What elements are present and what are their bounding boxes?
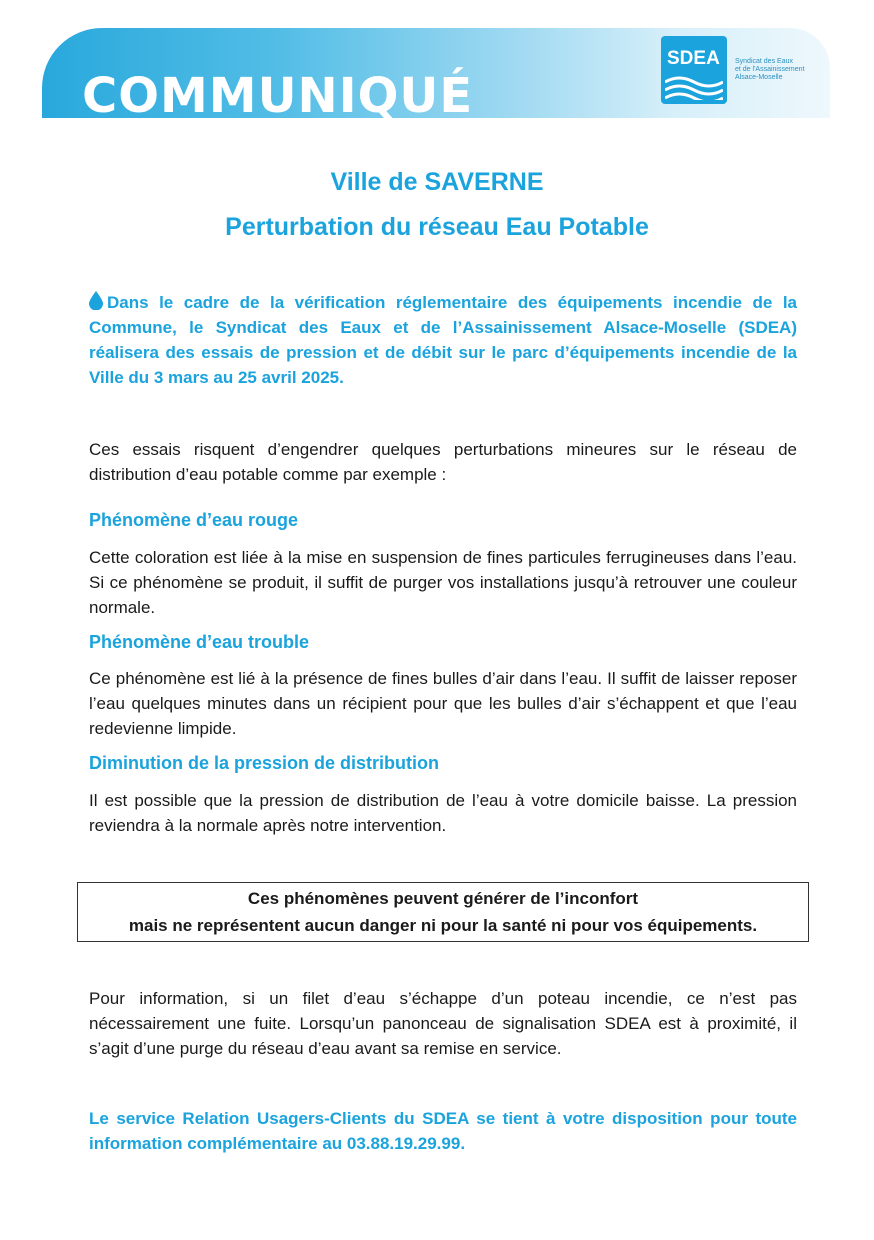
logo-box xyxy=(661,36,727,104)
document-title-line1: Ville de SAVERNE xyxy=(330,168,544,196)
section-text-pression: Il est possible que la pression de distribution de l’eau à votre domicile baisse. La pression reviendra à la normale après notre intervention. xyxy=(89,791,797,835)
logo-caption-line: Alsace-Moselle xyxy=(735,74,783,81)
sdea-logo xyxy=(661,36,821,106)
water-drop-icon xyxy=(89,291,103,310)
logo-caption-line: et de l'Assainissement xyxy=(735,66,805,73)
notice-line2: mais ne représentent aucun danger ni pour la santé ni pour vos équipements. xyxy=(128,916,758,935)
section-heading-eau-trouble: Phénomène d’eau trouble xyxy=(89,632,310,652)
wave-icon xyxy=(665,74,723,100)
intro-text: Dans le cadre de la vérification réglementaire des équipements incendie de la Commune, le Syndicat des Eaux et de l’Assainissement Alsace-Moselle (SDEA) réalisera des essais de pression et de débit sur le parc d’équipements incendie de la Ville du 3 mars au 25 avril 2025. xyxy=(89,293,797,387)
section-heading-pression: Diminution de la pression de distribution xyxy=(89,753,440,773)
logo-caption-line: Syndicat des Eaux xyxy=(735,58,793,65)
document-title-line2: Perturbation du réseau Eau Potable xyxy=(225,213,649,241)
banner-title: COMMUNIQUÉ xyxy=(82,68,474,118)
section-heading-eau-rouge: Phénomène d’eau rouge xyxy=(89,510,299,530)
logo-caption xyxy=(735,58,804,82)
notice-box xyxy=(77,882,809,942)
section-text-eau-trouble: Ce phénomène est lié à la présence de fines bulles d’air dans l’eau. Il suffit de laisser reposer l’eau quelques minutes dans un récipient pour que les bulles d’air s’échappent et que l’eau redevienne limpide. xyxy=(89,669,797,738)
logo-text: SDEA xyxy=(667,48,720,69)
info-paragraph: Pour information, si un filet d’eau s’échappe d’un poteau incendie, ce n’est pas nécessairement une fuite. Lorsqu’un panonceau de signalisation SDEA est à proximité, il s’agit d’une purge du réseau d’eau avant sa remise en service. xyxy=(89,989,797,1058)
intro-paragraph xyxy=(89,290,797,390)
section-text-eau-rouge: Cette coloration est liée à la mise en suspension de fines particules ferrugineuses dans l’eau. Si ce phénomène se produit, il suffit de purger vos installations jusqu’à retrouver une couleur normale. xyxy=(89,548,797,617)
notice-line1: Ces phénomènes peuvent générer de l’inconfort xyxy=(247,889,639,908)
header-banner xyxy=(42,28,830,118)
contact-paragraph: Le service Relation Usagers-Clients du SDEA se tient à votre disposition pour toute information complémentaire au 03.88.19.29.99. xyxy=(89,1109,797,1153)
essais-paragraph: Ces essais risquent d’engendrer quelques perturbations mineures sur le réseau de distribution d’eau potable comme par exemple : xyxy=(89,440,797,484)
